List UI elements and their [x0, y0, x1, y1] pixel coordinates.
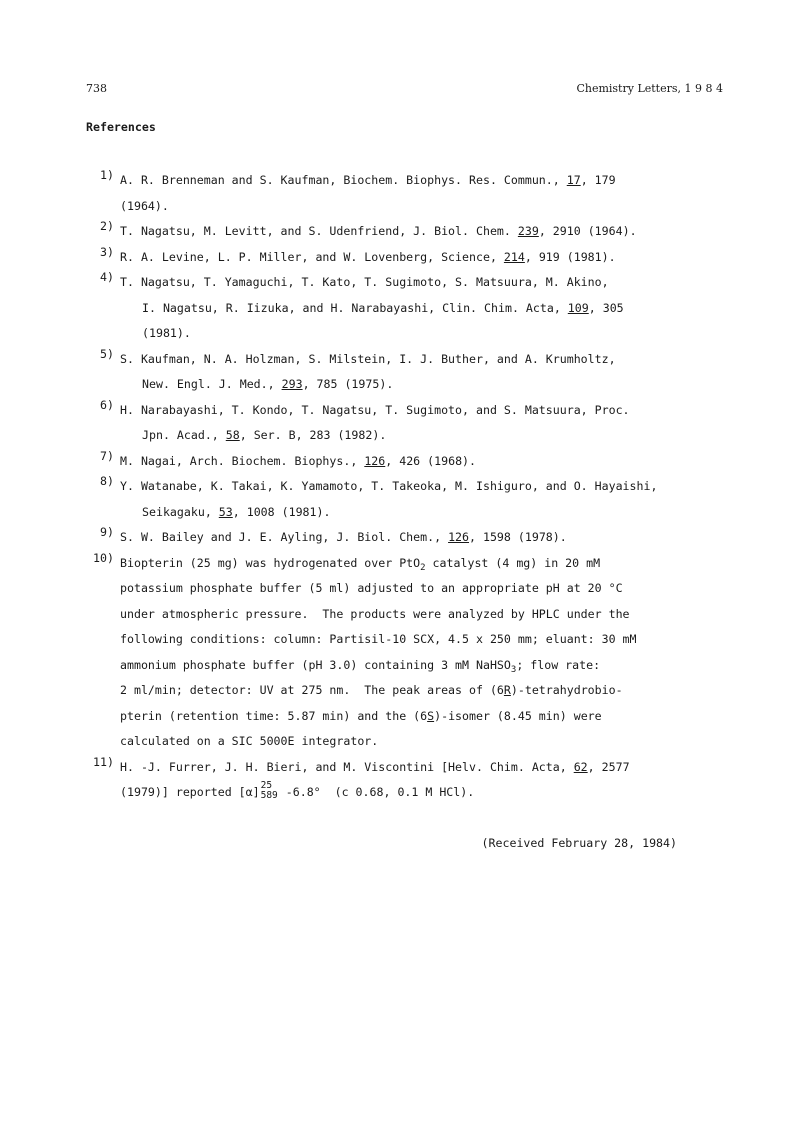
reference-7: 7) M. Nagai, Arch. Biochem. Biophys., 126, 426 (1968).	[86, 449, 766, 475]
received-date: (Received February 28, 1984)	[481, 836, 677, 850]
volume: 53	[218, 504, 233, 519]
volume: 109	[567, 300, 589, 315]
reference-1: 1) A. R. Brenneman and S. Kaufman, Biochem. Biophys. Res. Commun., 17, 179 (1964).	[86, 168, 766, 219]
volume: 17	[566, 173, 581, 187]
reference-4: 4) T. Nagatsu, T. Yamaguchi, T. Kato, T. Sugimoto, S. Matsuura, M. Akino, I. Nagatsu, R. Iizuka, and H. Narabayashi, Clin. Chim. Acta, 109, 305 (1981).	[86, 270, 766, 347]
volume: 58	[225, 428, 240, 442]
reference-2: 2) T. Nagatsu, M. Levitt, and S. Udenfriend, J. Biol. Chem. 239, 2910 (1964).	[86, 219, 766, 245]
reference-number: 10)	[93, 550, 114, 565]
specific-rotation-conditions: 25 589	[260, 779, 278, 801]
reference-11: 11) H. -J. Furrer, J. H. Bieri, and M. Viscontini [Helv. Chim. Acta, 62, 2577 (1979)] reported [α] 25 589 -6.8° (c 0.68, 0.1 M HCl).	[86, 755, 766, 806]
reference-number: 1)	[100, 168, 114, 182]
reference-3: 3) R. A. Levine, L. P. Miller, and W. Lovenberg, Science, 214, 919 (1981).	[86, 245, 766, 271]
reference-6: 6) H. Narabayashi, T. Kondo, T. Nagatsu, T. Sugimoto, and S. Matsuura, Proc. Jpn. Acad., 58, Ser. B, 283 (1982).	[86, 398, 766, 449]
reference-number: 9)	[100, 525, 114, 539]
volume: 62	[573, 759, 588, 774]
page-number: 738	[86, 82, 107, 95]
references-list	[86, 168, 766, 806]
reference-number: 3)	[100, 244, 114, 259]
volume: 239	[517, 224, 539, 238]
reference-5: 5) S. Kaufman, N. A. Holzman, S. Milstein, I. J. Buther, and A. Krumholtz, New. Engl. J. Med., 293, 785 (1975).	[86, 347, 766, 398]
reference-number: 6)	[100, 397, 114, 412]
reference-number: 7)	[100, 448, 114, 463]
volume: 126	[364, 453, 386, 468]
reference-8: 8) Y. Watanabe, K. Takai, K. Yamamoto, T. Takeoka, M. Ishiguro, and O. Hayaishi, Seikagaku, 53, 1008 (1981).	[86, 474, 766, 525]
reference-9: 9) S. W. Bailey and J. E. Ayling, J. Biol. Chem., 126, 1598 (1978).	[86, 525, 766, 551]
volume: 214	[503, 249, 525, 264]
reference-number: 4)	[100, 270, 114, 284]
reference-number: 2)	[100, 219, 114, 233]
volume: 293	[281, 377, 303, 391]
reference-number: 5)	[100, 346, 114, 361]
reference-number: 8)	[100, 474, 114, 488]
journal-header: Chemistry Letters, 1 9 8 4	[576, 82, 723, 95]
reference-number: 11)	[93, 754, 114, 769]
volume: 126	[448, 530, 470, 544]
section-title: References	[86, 120, 156, 134]
reference-10: 10) Biopterin (25 mg) was hydrogenated over PtO$_2$ catalyst (4 mg) in 20 mM potassium phosphate buffer (5 ml) adjusted to an appropriate pH at 20 °C under atmospheric pressure. The products were analyzed by HPLC under the following conditions: column: Partisil-10 SCX, 4.5 x 250 mm; eluant: 30 mM ammonium phosphate buffer (pH 3.0) containing 3 mM NaHSO$_3$; flow rate: 2 ml/min; detector: UV at 275 nm. The peak areas of (6R)-tetrahydrobio- pterin (retention time: 5.87 min) and the (6S)-isomer (8.45 min) were calculated on a SIC 5000E integrator.	[86, 551, 766, 755]
